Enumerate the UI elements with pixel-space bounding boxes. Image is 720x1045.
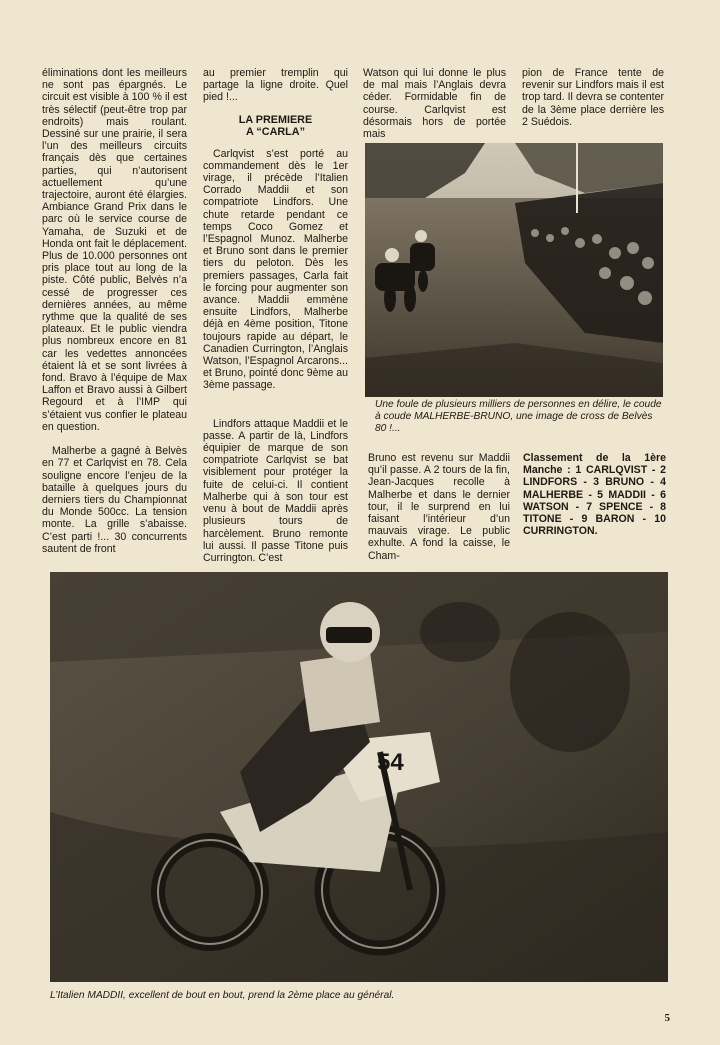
text-column-3-top <box>363 67 506 152</box>
results-list: 1 CARLQVIST - 2 LINDFORS - 3 BRUNO - 4 MALHERBE - 5 MADDII - 6 WATSON - 7 SPENCE - 8 TITONE - 9 BARON - 10 CURRINGTON. <box>523 464 666 538</box>
text-column-4-top <box>522 67 664 140</box>
paragraph: éliminations dont les meilleurs ne sont pas épargnés. Le circuit est visible à 100 % il est très sélectif (peut-être trop par endroits) mais roulant. Dessiné sur une prairie, il sera l’un des meilleurs circuits français dès que certaines parties, qui n’autorisent actuellement qu’une trajectoire, auront été élargies. Ambiance Grand Prix dans le parc où le service course de Yamaha, de Suzuki et de Honda ont fait le déplacement. Plus de 10.000 personnes ont pris place tout au long de la piste. Côté public, Belvès n’a cessé de progresser ces dernières années, au même rythme que la qualité de ses plateaux. Et le public viendra plus nombreux encore en 81 car les vedettes annoncées étaient là et se sont livrées à fond. Bravo à l’équipe de Max Laffon et Bravo aussi à Gilbert Regourd et à l’IMP qui s’étaient vus confier le plateau en question. <box>42 67 187 433</box>
section-heading: LA PREMIERE A “CARLA” <box>238 113 313 138</box>
paragraph: Bruno est revenu sur Maddii qu’il passe. A 2 tours de la fin, Jean-Jacques recolle à Malherbe et dans le dernier tour, il le surprend en lui faisant l’intérieur d’un mauvais virage. Le public exhulte. A fond la caisse, le Cham- <box>368 452 510 562</box>
text-column-3-bottom <box>368 452 510 574</box>
paragraph: Watson qui lui donne le plus de mal mais l’Anglais devra céder. Formidable fin de course. Carlqvist est désormais hors de portée mais <box>363 67 506 141</box>
page-number: 5 <box>664 1012 670 1024</box>
rider-photo <box>50 572 668 982</box>
paragraph <box>523 452 666 537</box>
race-results <box>523 452 666 549</box>
paragraph: Malherbe a gagné à Belvès en 77 et Carlqvist en 78. Cela souligne encore l’enjeu de la bataille à quelques jours du derniers tiers du Championnat du Monde 500cc. La tension monte. La grille s’abaisse. C’est parti !... 30 concurrents sautent de front <box>42 445 187 555</box>
bike-number: 54 <box>377 749 404 776</box>
text-column-2 <box>203 67 348 576</box>
crowd-race-image <box>365 143 663 397</box>
paragraph: au premier tremplin qui partage la ligne droite. Quel pied !... <box>203 67 348 104</box>
crowd-race-photo <box>365 143 663 397</box>
text-column-1 <box>42 67 187 567</box>
paragraph: Lindfors attaque Maddii et le passe. A partir de là, Lindfors équipier de marque de son compatriote Carlqvist se bat visiblement pour protéger la fuite de celui-ci. Il contient Malherbe qui à son tour est venu à bout de Maddii après plusieurs tours de harcèlement. Bruno remonte lui aussi. Il passe Titone puis Currington. C’est <box>203 417 348 564</box>
results-label: Classement de la 1ère Manche : <box>523 452 666 477</box>
crowd-photo-caption: Une foule de plusieurs milliers de personnes en délire, le coude à coude MALHERBE-BRUNO, une image de cross de Belvès 80 !... <box>375 399 662 434</box>
rider-image <box>50 572 668 982</box>
rider-photo-caption: L’Italien MADDII, excellent de bout en bout, prend la 2ème place au général. <box>50 990 395 1001</box>
paragraph: Carlqvist s’est porté au commandement dès le 1er virage, il précède l’Italien Corrado Maddii et son compatriote Lindfors. Une chute retarde pendant ce temps Coco Gomez et l’Espagnol Munoz. Malherbe et Bruno sont dans le premier tiers du peloton. Dès les premiers passages, Carla fait le forcing pour augmenter son avance. Maddii emmène ensuite Lindfors, Malherbe déjà en 4ème position, Titone toujours rapide au départ, le Canadien Currington, l’Anglais Watson, l’Espagnol Arcarons... et Bruno, pointé donc 9ème au 3ème passage. <box>203 147 348 392</box>
paragraph: pion de France tente de revenir sur Lindfors mais il est trop tard. Il devra se contenter de la 3ème place derrière les 2 Suédois. <box>522 67 664 128</box>
